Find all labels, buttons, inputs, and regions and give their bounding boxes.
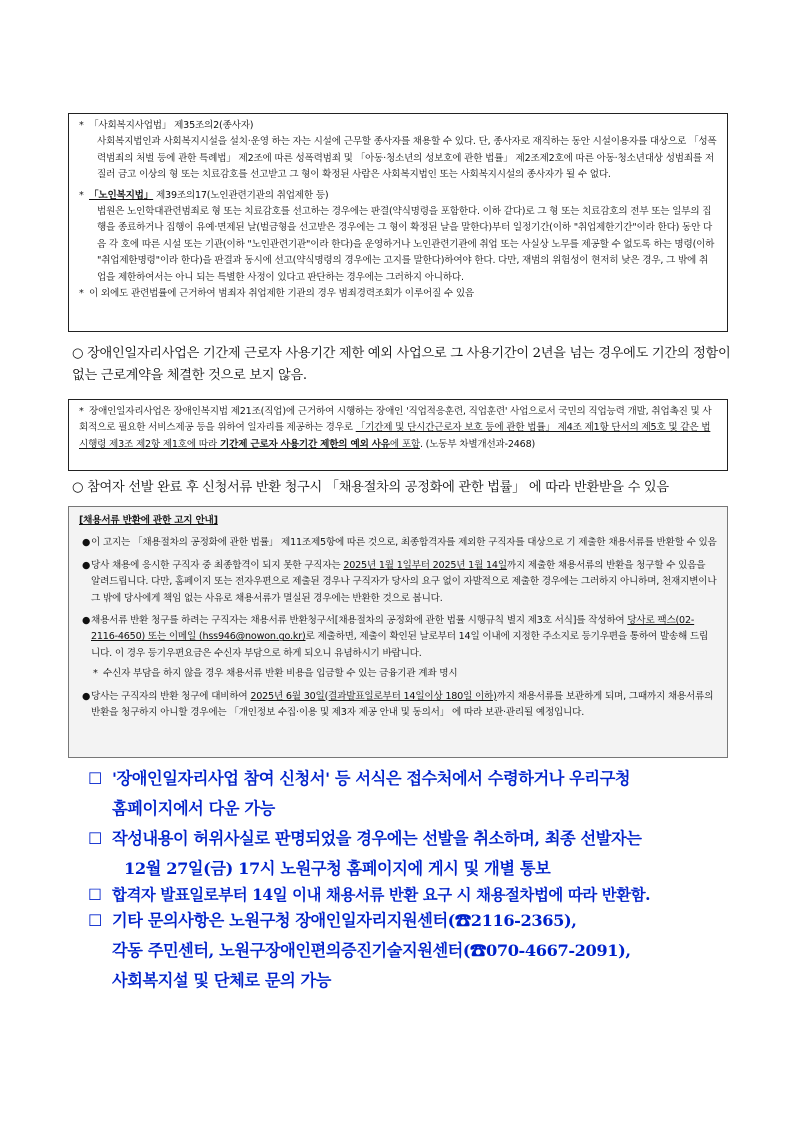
checklist-item-forms: ☐ '장애인일자리사업 참여 신청서' 등 서식은 접수처에서 수령하거나 우리구청 홈페이지에서 다운 가능 xyxy=(88,764,630,824)
item1-title: * 「사회복지사업법」 제35조의2(종사자) xyxy=(79,118,717,134)
item1-body: 사회복지법인과 사회복지시설을 설치·운영 하는 자는 시설에 근무할 종사자를 채용할 수 있다. 단, 종사자로 재직하는 동안 시설이용자를 대상으로 「성폭력범죄의 처벌 등에 관한 특례법」 제2조에 따른 성폭력범죄 및 「아동·청소년의 성보호에 관한 법률」 제2조제2호에 따른 아동·청소년대상 성범죄를 저질러 금고 이상의 형 또는 치료감호를 선고받고 그 형이 확정된 사람은 사회복지법인 또는 사회복지시설의 종사자가 될 수 없다. xyxy=(97,136,717,181)
star-marker: * xyxy=(79,189,84,201)
star-marker: * xyxy=(79,288,84,300)
checklist-item-cancellation: ☐ 작성내용이 허위사실로 판명되었을 경우에는 선발을 취소하며, 최종 선발자는 12월 27일(금) 17시 노원구청 홈페이지에 게시 및 개별 통보 xyxy=(88,824,641,884)
checkbox-icon: ☐ xyxy=(88,829,103,848)
fixed-term-exception-text: ○ 장애인일자리사업은 기간제 근로자 사용기간 제한 예외 사업으로 그 사용기간이 2년을 넘는 경우에도 기간의 정함이 없는 근로계약을 체결한 것으로 보지 않음. xyxy=(72,346,731,383)
item2-body: 법원은 노인학대관련범죄로 형 또는 치료감호를 선고하는 경우에는 판결(약식명령을 포함한다. 이하 같다)로 그 형 또는 치료감호의 전부 또는 일부의 집행을 종료하거나 집행이 유예·면제된 날(벌금형을 선고받은 경우에는 그 형이 확정된 날을 말한다)부터 일정기간(이하 "취업제한기간"이라 한다) 동안 다음 각 호에 따른 시설 또는 기관(이하 "노인관련기관"이라 한다)을 운영하거나 노인관련기관에 취업 또는 사실상 노무를 제공할 수 없도록 하는 명령(이하 "취업제한명령"이라 한다)을 판결과 동시에 선고(약식명령의 경우에는 고지를 말한다)하여야 한다. 다만, 재범의 위험성이 현저히 낮은 경우, 그 밖에 취업을 제한하여서는 아니 되는 특별한 사정이 있다고 판단하는 경우에는 그러하지 아니하다. xyxy=(97,206,715,283)
checklist-item-contact: ☐ 기타 문의사항은 노원구청 장애인일자리지원센터(☎2116-2365), 각동 주민센터, 노원구장애인편의증진기술지원센터(☎070-4667-2091), 사회복지설 및 단체로 문의 가능 xyxy=(88,906,631,996)
legal-reference-box xyxy=(68,113,728,332)
star-marker: * xyxy=(79,406,84,417)
item3: * 이 외에도 관련법률에 근거하여 범죄자 취업제한 기관의 경우 범죄경력조회가 이루어질 수 있음 xyxy=(79,286,717,302)
exception-note: * 장애인일자리사업은 장애인복지법 제21조(직업)에 근거하여 시행하는 장애인 '직업적응훈련, 직업훈련' 사업으로서 국민의 직업능력 개발, 취업촉진 및 사회적으로 필요한 서비스제공 등을 위하여 일자리를 제공하는 경우로 「기간제 및 단시간근로자 보호 등에 관한 법률」 제4조 제1항 단서의 제5호 및 같은 법 시행령 제3조 제2항 제1호에 따라 기간제 근로자 사용기간 제한의 예외 사유에 포함. (노동부 차별개선과-2468) xyxy=(79,406,712,450)
checkbox-icon: ☐ xyxy=(88,911,103,930)
notice-bullet: ●이 고지는 「채용절차의 공정화에 관한 법률」 제11조제5항에 따른 것으로, 최종합격자를 제외한 구직자를 대상으로 기 제출한 채용서류를 반환할 수 있음 xyxy=(82,537,717,549)
star-marker: * xyxy=(79,120,84,131)
document-return-text: ○ 참여자 선발 완료 후 신청서류 반환 청구시 「채용절차의 공정화에 관한 법률」 에 따라 반환받을 수 있음 xyxy=(72,480,669,495)
checkbox-icon: ☐ xyxy=(88,769,103,788)
notice-bullet: ●채용서류 반환 청구를 하려는 구직자는 채용서류 반환청구서[채용절차의 공정화에 관한 법률 시행규칙 별지 제3호 서식]를 작성하여 당사로 팩스(02-2116-4650) 또는 이메일 (hss946@nowon.go.kr)로 제출하면, 제출이 확인된 날로부터 14일 이내에 지정한 주소지로 등기우편을 통하여 발송해 드립니다. 이 경우 등기우편요금은 수신자 부담으로 하게 되오니 유념하시기 바랍니다. xyxy=(82,615,709,659)
document-return-notice-box xyxy=(68,506,728,758)
checklist-item-return: ☐ 합격자 발표일로부터 14일 이내 채용서류 반환 요구 시 채용절차법에 따라 반환함. xyxy=(88,880,650,910)
notice-heading: [채용서류 반환에 관한 고지 안내] xyxy=(79,515,218,526)
exception-note-box xyxy=(68,399,728,471)
star-marker: * xyxy=(93,668,98,680)
item2-title: * 「노인복지법」 제39조의17(노인관련기관의 취업제한 등) xyxy=(79,188,717,204)
checkbox-icon: ☐ xyxy=(88,886,102,904)
notice-bullet: ●당사는 구직자의 반환 청구에 대비하여 2025년 6월 30일(결과발표일로부터 14일이상 180일 이하)까지 채용서류를 보관하게 되며, 그때까지 채용서류의 반환을 청구하지 아니할 경우에는 「개인정보 수집·이용 및 제3자 제공 안내 및 동의서」 에 따라 보관·관리될 예정입니다. xyxy=(82,690,714,719)
notice-bullet: ●당사 채용에 응시한 구직자 중 최종합격이 되지 못한 구직자는 2025년 1월 1일부터 2025년 1월 14일까지 제출한 채용서류의 반환을 청구할 수 있음을 알려드립니다. 다만, 홈페이지 또는 전자우편으로 제출된 경우나 구직자가 당사의 요구 없이 자발적으로 제출한 경우에는 그러하지 아니하며, 천재지변이나 그 밖에 당사에게 책임 없는 사유로 채용서류가 멸실된 경우에는 반환한 것으로 봅니다. xyxy=(82,559,717,604)
notice-note: * 수신자 부담을 하지 않을 경우 채용서류 반환 비용을 입금할 수 있는 금융기관 계좌 명시 xyxy=(79,666,717,682)
